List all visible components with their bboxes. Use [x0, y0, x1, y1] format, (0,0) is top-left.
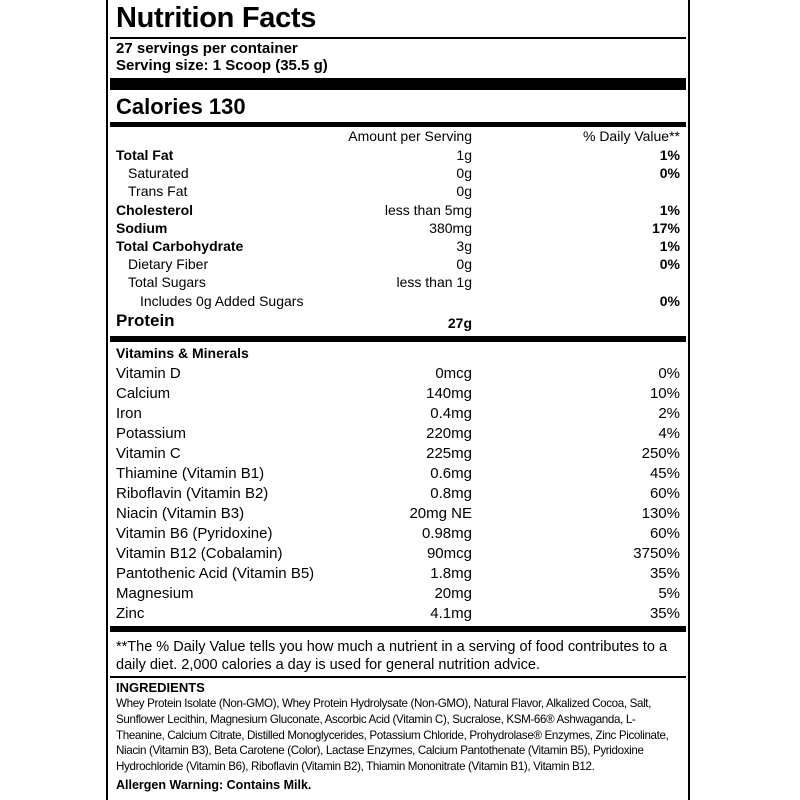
nutrient-row	[116, 237, 680, 255]
vitamins-rule	[110, 626, 686, 632]
nutrient-name: Total Fat	[116, 147, 174, 163]
vitamin-amount: 140mg	[426, 385, 472, 402]
vitamin-daily-value: 130%	[641, 505, 680, 522]
nutrient-row	[116, 273, 680, 291]
vitamin-name: Magnesium	[116, 585, 194, 602]
vitamins-title: Vitamins & Minerals	[116, 345, 249, 361]
vitamin-name: Zinc	[116, 605, 145, 622]
nutrient-row	[116, 219, 680, 237]
vitamin-row	[116, 604, 680, 624]
vitamin-row	[116, 544, 680, 564]
nutrient-name: Includes 0g Added Sugars	[140, 292, 304, 309]
vitamin-amount: 20mg NE	[409, 505, 472, 522]
allergen-warning: Allergen Warning: Contains Milk.	[116, 778, 312, 792]
vitamin-name: Pantothenic Acid (Vitamin B5)	[116, 565, 315, 582]
vitamin-amount: 0.98mg	[421, 525, 472, 542]
daily-value-header: % Daily Value**	[582, 128, 680, 144]
vitamin-amount: 0.6mg	[430, 465, 472, 482]
vitamin-amount: 90mcg	[426, 545, 472, 562]
vitamin-amount: 20mg	[434, 585, 472, 602]
vitamin-daily-value: 60%	[649, 485, 680, 502]
nutrient-row	[116, 146, 680, 164]
protein-row	[116, 312, 680, 334]
nutrient-row	[116, 182, 680, 200]
nutrient-name: Dietary Fiber	[128, 256, 209, 273]
nutrient-daily-value: 17%	[651, 219, 680, 236]
nutrient-name: Total Carbohydrate	[116, 238, 244, 254]
vitamin-daily-value: 3750%	[633, 545, 680, 562]
vitamin-amount: 4.1mg	[430, 605, 472, 622]
vitamin-row	[116, 444, 680, 464]
vitamin-row	[116, 504, 680, 524]
vitamin-daily-value: 10%	[649, 385, 680, 402]
nutrient-daily-value: 1%	[659, 238, 680, 254]
vitamin-name: Vitamin C	[116, 445, 181, 462]
ingredients-text: Whey Protein Isolate (Non-GMO), Whey Protein Hydrolysate (Non-GMO), Natural Flavor, Alkalized Cocoa, Salt, Sunflower Lecithin, Magnesium Gluconate, Ascorbic Acid (Vitamin C), Sucralose, KSM-66® Ashwaganda, L-Theanine, Calcium Citrate, Distilled Monoglycerides, Potassium Chloride, Prohydrolase® Enzymes, Zinc Picolinate, Niacin (Vitamin B3), Beta Carotene (Color), Lactase Enzymes, Calcium Pantothenate (Vitamin B5), Pyridoxine Hydrochloride (Vitamin B6), Riboflavin (Vitamin B2), Thiamin Mononitrate (Vitamin B1), Vitamin B12.	[116, 697, 669, 774]
title-rule	[110, 37, 686, 39]
nutrient-amount: 1g	[456, 147, 472, 163]
vitamin-daily-value: 5%	[658, 585, 680, 602]
vitamin-row	[116, 584, 680, 604]
vitamin-amount: 0.4mg	[430, 405, 472, 422]
vitamin-row	[116, 384, 680, 404]
nutrient-name: Trans Fat	[128, 183, 188, 200]
vitamin-name: Iron	[116, 405, 142, 422]
nutrient-amount: 0g	[456, 183, 472, 200]
vitamin-amount: 225mg	[426, 445, 472, 462]
nutrient-row	[116, 201, 680, 219]
vitamin-daily-value: 60%	[649, 525, 680, 542]
footnote-rule	[110, 676, 686, 678]
calories-rule	[110, 122, 686, 127]
vitamin-amount: 0mcg	[435, 365, 472, 382]
protein-name: Protein	[116, 311, 175, 330]
vitamin-row	[116, 364, 680, 384]
nutrient-daily-value: 0%	[659, 256, 680, 273]
nutrient-row	[116, 255, 680, 273]
vitamin-name: Vitamin B6 (Pyridoxine)	[116, 525, 273, 542]
protein-amount: 27g	[447, 315, 472, 331]
column-header-row	[116, 128, 680, 146]
nutrient-daily-value: 1%	[659, 201, 680, 218]
vitamin-name: Thiamine (Vitamin B1)	[116, 465, 265, 482]
vitamin-amount: 220mg	[426, 425, 472, 442]
nutrition-facts-label	[106, 0, 690, 800]
vitamin-row	[116, 524, 680, 544]
vitamin-name: Riboflavin (Vitamin B2)	[116, 485, 269, 502]
nutrient-name: Sodium	[116, 219, 168, 236]
vitamin-name: Vitamin D	[116, 365, 181, 382]
nutrient-daily-value: 1%	[659, 147, 680, 163]
nutrient-amount: 0g	[456, 256, 472, 273]
vitamin-daily-value: 35%	[649, 605, 680, 622]
nutrient-name: Cholesterol	[116, 201, 194, 218]
vitamin-daily-value: 2%	[658, 405, 680, 422]
vitamin-amount: 0.8mg	[430, 485, 472, 502]
thick-rule	[110, 78, 686, 90]
servings-per-container: 27 servings per container	[116, 40, 298, 57]
protein-rule	[110, 336, 686, 342]
vitamin-row	[116, 464, 680, 484]
nutrient-amount: less than 5mg	[384, 201, 472, 218]
ingredients-title: INGREDIENTS	[116, 680, 205, 695]
nutrient-amount: 0g	[456, 165, 472, 182]
vitamin-daily-value: 250%	[641, 445, 680, 462]
vitamin-row	[116, 424, 680, 444]
vitamin-daily-value: 0%	[658, 365, 680, 382]
vitamin-row	[116, 564, 680, 584]
nutrient-amount: 380mg	[429, 219, 472, 236]
vitamin-name: Potassium	[116, 425, 187, 442]
label-title: Nutrition Facts	[116, 2, 317, 34]
daily-value-footnote: **The % Daily Value tells you how much a nutrient in a serving of food contributes to a daily diet. 2,000 calories a day is used for general nutrition advice.	[116, 639, 668, 673]
nutrient-amount: less than 1g	[396, 274, 472, 291]
nutrient-name: Total Sugars	[128, 274, 206, 291]
amount-header: Amount per Serving	[348, 128, 472, 144]
nutrient-name: Saturated	[128, 165, 189, 182]
vitamin-name: Vitamin B12 (Cobalamin)	[116, 545, 283, 562]
nutrient-daily-value: 0%	[659, 292, 680, 309]
nutrient-row	[116, 164, 680, 182]
nutrient-row	[116, 292, 680, 310]
vitamin-row	[116, 404, 680, 424]
vitamin-daily-value: 35%	[649, 565, 680, 582]
nutrient-amount: 3g	[456, 238, 472, 254]
vitamin-name: Niacin (Vitamin B3)	[116, 505, 245, 522]
vitamin-amount: 1.8mg	[430, 565, 472, 582]
nutrient-daily-value: 0%	[659, 165, 680, 182]
calories: Calories 130	[116, 94, 246, 119]
serving-info	[116, 40, 680, 74]
serving-size: Serving size: 1 Scoop (35.5 g)	[116, 57, 328, 74]
vitamin-daily-value: 4%	[658, 425, 680, 442]
vitamin-name: Calcium	[116, 385, 171, 402]
vitamin-row	[116, 484, 680, 504]
vitamin-daily-value: 45%	[649, 465, 680, 482]
